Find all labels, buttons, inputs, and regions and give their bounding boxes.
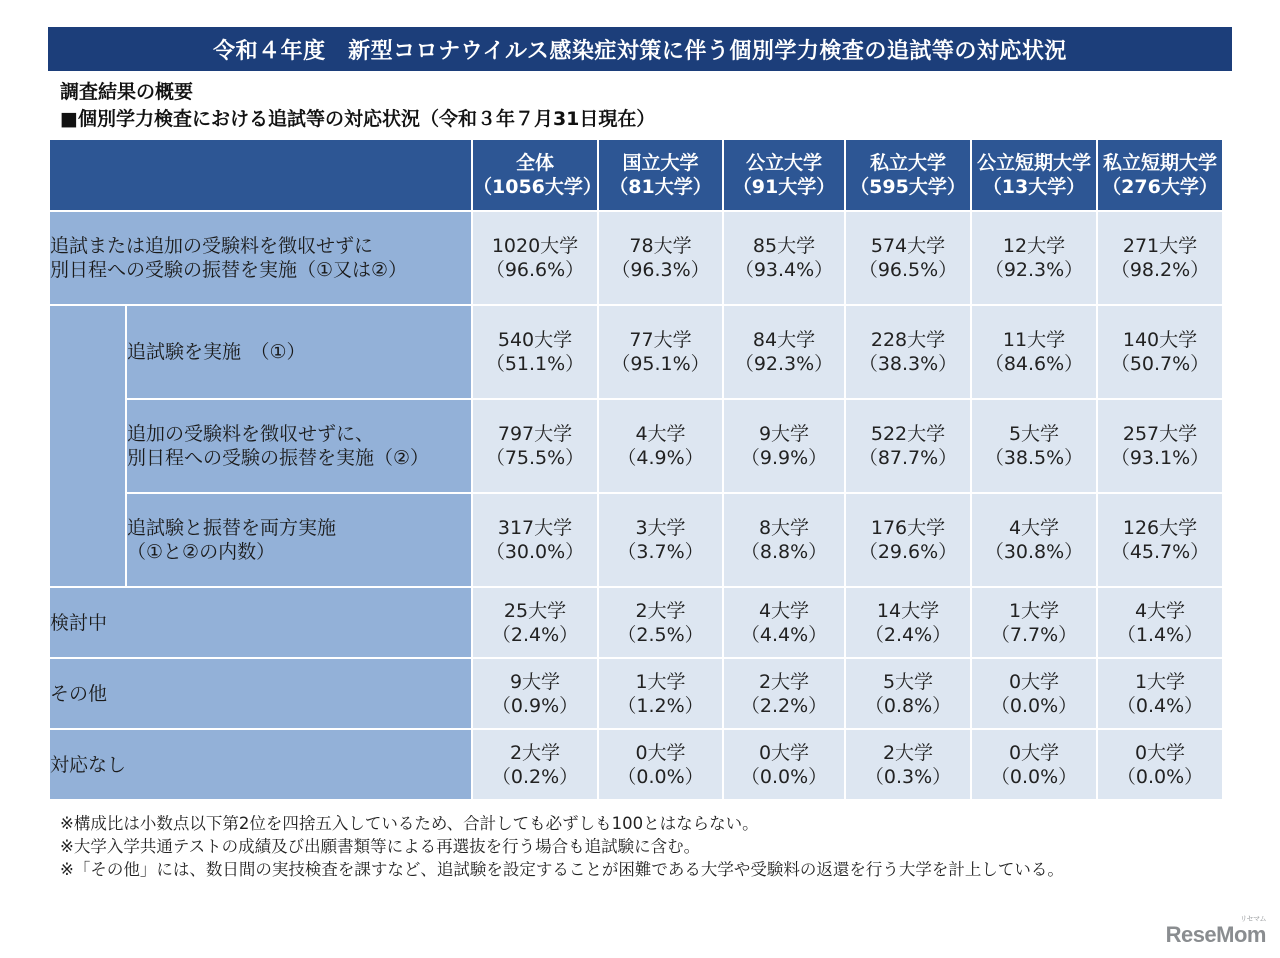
table-cell: 126大学 （45.7%） bbox=[1097, 493, 1223, 587]
table-row bbox=[49, 729, 1223, 800]
table-cell: 0大学 （0.0%） bbox=[723, 729, 845, 800]
column-header: 公立短期大学 （13大学） bbox=[971, 139, 1097, 211]
column-header: 公立大学 （91大学） bbox=[723, 139, 845, 211]
table-cell: 0大学 （0.0%） bbox=[971, 729, 1097, 800]
logo-kana: リセマム bbox=[1240, 916, 1266, 923]
table-cell: 0大学 （0.0%） bbox=[1097, 729, 1223, 800]
table-cell: 797大学 （75.5%） bbox=[472, 399, 598, 493]
table-cell: 3大学 （3.7%） bbox=[598, 493, 723, 587]
table-cell: 77大学 （95.1%） bbox=[598, 305, 723, 399]
table-cell: 317大学 （30.0%） bbox=[472, 493, 598, 587]
table-cell: 5大学 （38.5%） bbox=[971, 399, 1097, 493]
table-row bbox=[49, 658, 1223, 729]
row-label: 追試験を実施 （①） bbox=[126, 305, 472, 399]
table-cell: 78大学 （96.3%） bbox=[598, 211, 723, 305]
table-cell: 0大学 （0.0%） bbox=[598, 729, 723, 800]
table-caption: ■個別学力検査における追試等の対応状況（令和３年７月31日現在） bbox=[60, 108, 656, 130]
table-cell: 257大学 （93.1%） bbox=[1097, 399, 1223, 493]
table-cell: 4大学 （4.9%） bbox=[598, 399, 723, 493]
table-row bbox=[49, 493, 1223, 587]
footnote: ※「その他」には、数日間の実技検査を課すなど、追試験を設定することが困難である大学や受験料の返還を行う大学を計上している。 bbox=[60, 860, 1064, 879]
table-cell: 1大学 （0.4%） bbox=[1097, 658, 1223, 729]
table-cell: 271大学 （98.2%） bbox=[1097, 211, 1223, 305]
resemom-logo bbox=[1165, 916, 1266, 948]
table-row bbox=[49, 399, 1223, 493]
table-row bbox=[49, 211, 1223, 305]
table-cell: 1大学 （1.2%） bbox=[598, 658, 723, 729]
table-cell: 2大学 （2.5%） bbox=[598, 587, 723, 658]
row-label: 追加の受験料を徴収せずに、 別日程への受験の振替を実施（②） bbox=[126, 399, 472, 493]
table-cell: 84大学 （92.3%） bbox=[723, 305, 845, 399]
row-label: 検討中 bbox=[49, 587, 472, 658]
table-cell: 0大学 （0.0%） bbox=[971, 658, 1097, 729]
footnote: ※構成比は小数点以下第2位を四捨五入しているため、合計しても必ずしも100とはならない。 bbox=[60, 814, 759, 833]
table-cell: 176大学 （29.6%） bbox=[845, 493, 971, 587]
table-cell: 85大学 （93.4%） bbox=[723, 211, 845, 305]
status-table bbox=[48, 138, 1224, 801]
logo-text: ReseMom bbox=[1165, 922, 1266, 947]
column-header: 国立大学 （81大学） bbox=[598, 139, 723, 211]
table-cell: 8大学 （8.8%） bbox=[723, 493, 845, 587]
footnotes bbox=[60, 812, 1064, 881]
table-cell: 9大学 （9.9%） bbox=[723, 399, 845, 493]
column-header: 私立短期大学 （276大学） bbox=[1097, 139, 1223, 211]
table-cell: 9大学 （0.9%） bbox=[472, 658, 598, 729]
table-cell: 228大学 （38.3%） bbox=[845, 305, 971, 399]
row-label: その他 bbox=[49, 658, 472, 729]
header-row bbox=[49, 139, 1223, 211]
table-cell: 4大学 （1.4%） bbox=[1097, 587, 1223, 658]
table-cell: 2大学 （2.2%） bbox=[723, 658, 845, 729]
table-cell: 4大学 （30.8%） bbox=[971, 493, 1097, 587]
table-cell: 2大学 （0.2%） bbox=[472, 729, 598, 800]
row-indent bbox=[49, 305, 126, 587]
table-cell: 5大学 （0.8%） bbox=[845, 658, 971, 729]
table-cell: 14大学 （2.4%） bbox=[845, 587, 971, 658]
table-cell: 1大学 （7.7%） bbox=[971, 587, 1097, 658]
column-header: 全体 （1056大学） bbox=[472, 139, 598, 211]
row-label: 追試または追加の受験料を徴収せずに 別日程への受験の振替を実施（①又は②） bbox=[49, 211, 472, 305]
table-cell: 11大学 （84.6%） bbox=[971, 305, 1097, 399]
table-cell: 2大学 （0.3%） bbox=[845, 729, 971, 800]
table-row bbox=[49, 305, 1223, 399]
row-label: 対応なし bbox=[49, 729, 472, 800]
table-row bbox=[49, 587, 1223, 658]
section-heading: 調査結果の概要 bbox=[60, 81, 194, 103]
table-cell: 1020大学 （96.6%） bbox=[472, 211, 598, 305]
table-cell: 574大学 （96.5%） bbox=[845, 211, 971, 305]
footnote: ※大学入学共通テストの成績及び出願書類等による再選抜を行う場合も追試験に含む。 bbox=[60, 837, 701, 856]
row-label: 追試験と振替を両方実施 （①と②の内数） bbox=[126, 493, 472, 587]
table-cell: 4大学 （4.4%） bbox=[723, 587, 845, 658]
table-cell: 12大学 （92.3%） bbox=[971, 211, 1097, 305]
table-cell: 540大学 （51.1%） bbox=[472, 305, 598, 399]
header-corner bbox=[49, 139, 472, 211]
table-cell: 140大学 （50.7%） bbox=[1097, 305, 1223, 399]
table-cell: 522大学 （87.7%） bbox=[845, 399, 971, 493]
column-header: 私立大学 （595大学） bbox=[845, 139, 971, 211]
page-title: 令和４年度 新型コロナウイルス感染症対策に伴う個別学力検査の追試等の対応状況 bbox=[48, 27, 1232, 71]
table-cell: 25大学 （2.4%） bbox=[472, 587, 598, 658]
